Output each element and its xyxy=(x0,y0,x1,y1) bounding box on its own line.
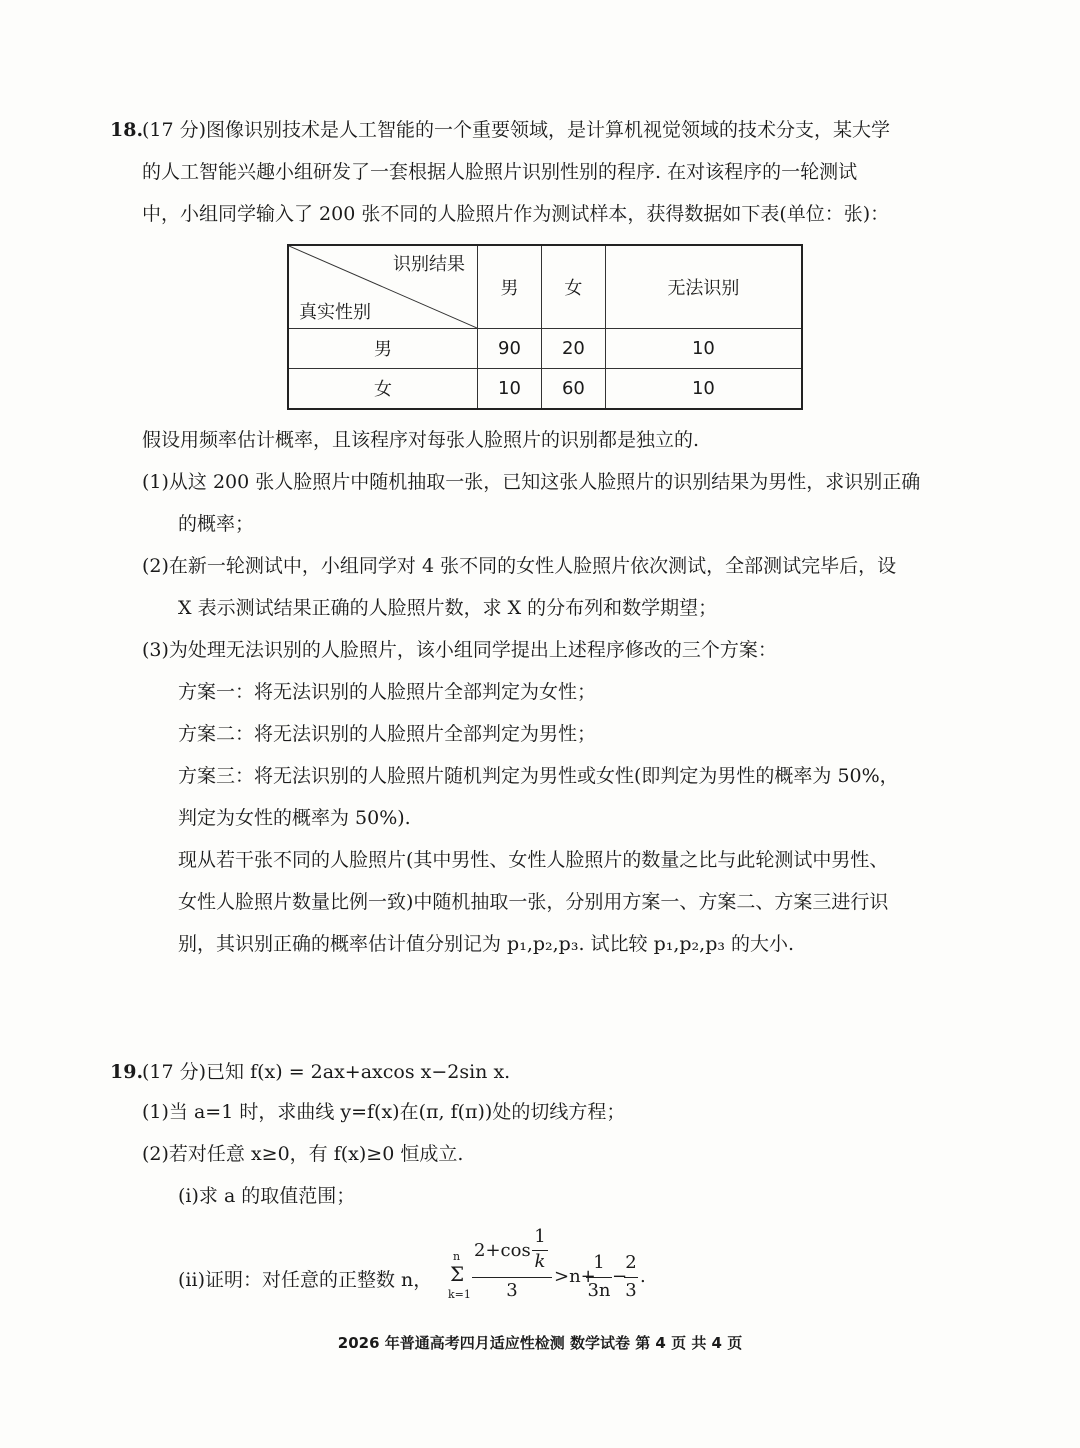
q18-part1-line1: (1)从这 200 张人脸照片中随机抽取一张，已知这张人脸照片的识别结果为男性，求识别正确 xyxy=(142,471,921,493)
cell: 20 xyxy=(541,329,605,369)
table-row xyxy=(288,368,802,409)
sum-symbol: Σ xyxy=(450,1262,465,1286)
q19-part2-ii-prefix: (ii)证明：对任意的正整数 n， xyxy=(178,1269,433,1291)
frac1-numerator: 1 xyxy=(593,1252,605,1273)
cell: 10 xyxy=(605,368,802,409)
main-denominator: 3 xyxy=(506,1280,518,1301)
q18-part2-line1: (2)在新一轮测试中，小组同学对 4 张不同的女性人脸照片依次测试，全部测试完毕后，设 xyxy=(142,555,897,577)
q18-line-3: 中，小组同学输入了 200 张不同的人脸照片作为测试样本，获得数据如下表(单位：张)： xyxy=(142,203,890,225)
row-label: 男 xyxy=(288,329,478,369)
q18-final-line3: 别，其识别正确的概率估计值分别记为 p₁,p₂,p₃. 试比较 p₁,p₂,p₃ 的大小. xyxy=(178,933,795,955)
cell: 10 xyxy=(605,329,802,369)
q19-part2: (2)若对任意 x≥0，有 f(x)≥0 恒成立. xyxy=(142,1143,464,1165)
table-row xyxy=(288,329,802,369)
q18-final-line2: 女性人脸照片数量比例一致)中随机抽取一张，分别用方案一、方案二、方案三进行识 xyxy=(178,891,889,913)
sum-lower-limit: k=1 xyxy=(448,1288,471,1301)
frac1-bar xyxy=(586,1277,612,1278)
plan-two: 方案二：将无法识别的人脸照片全部判定为男性； xyxy=(178,723,597,745)
minus-sign: − xyxy=(612,1266,628,1287)
cell: 60 xyxy=(541,368,605,409)
header-unrecognized: 无法识别 xyxy=(605,245,802,329)
frac2-denominator: 3 xyxy=(625,1280,637,1301)
q19-number: 19. xyxy=(110,1061,144,1083)
q18-line-2: 的人工智能兴趣小组研发了一套根据人脸照片识别性别的程序. 在对该程序的一轮测试 xyxy=(142,161,858,183)
plan-three-line2: 判定为女性的概率为 50%). xyxy=(178,807,411,829)
recognition-table xyxy=(287,244,803,410)
table-header-row xyxy=(288,245,802,329)
sum-upper-limit: n xyxy=(453,1250,461,1263)
q19-intro: (17 分)已知 f(x) = 2ax+axcos x−2sin x. xyxy=(142,1061,511,1083)
q18-final-line1: 现从若干张不同的人脸照片(其中男性、女性人脸照片的数量之比与此轮测试中男性、 xyxy=(178,849,889,871)
corner-top-label: 识别结果 xyxy=(393,254,465,275)
main-fraction-bar xyxy=(472,1277,552,1278)
header-male: 男 xyxy=(478,245,542,329)
q19-part1: (1)当 a=1 时，求曲线 y=f(x)在(π, f(π))处的切线方程； xyxy=(142,1101,626,1123)
assumption: 假设用频率估计概率，且该程序对每张人脸照片的识别都是独立的. xyxy=(142,429,700,451)
cell: 90 xyxy=(478,329,542,369)
inner-numerator: 1 xyxy=(534,1226,546,1247)
q19-part2-i: (i)求 a 的取值范围； xyxy=(178,1185,356,1207)
q18-part3: (3)为处理无法识别的人脸照片，该小组同学提出上述程序修改的三个方案： xyxy=(142,639,777,661)
corner-bottom-label: 真实性别 xyxy=(299,302,371,323)
greater-than-n: >n+ xyxy=(554,1266,596,1287)
inner-denominator: k xyxy=(534,1251,546,1272)
numerator-text: 2+cos xyxy=(474,1240,531,1261)
page-footer: 2026 年普通高考四月适应性检测 数学试卷 第 4 页 共 4 页 xyxy=(337,1334,743,1352)
end-period: . xyxy=(640,1266,646,1287)
cell: 10 xyxy=(478,368,542,409)
plan-one: 方案一：将无法识别的人脸照片全部判定为女性； xyxy=(178,681,597,703)
q18-part1-line2: 的概率； xyxy=(178,513,255,535)
plan-three-line1: 方案三：将无法识别的人脸照片随机判定为男性或女性(即判定为男性的概率为 50%， xyxy=(178,765,899,787)
frac2-numerator: 2 xyxy=(625,1252,637,1273)
row-label: 女 xyxy=(288,368,478,409)
q18-line-1: (17 分)图像识别技术是人工智能的一个重要领域，是计算机视觉领域的技术分支，某大学 xyxy=(142,119,891,141)
header-female: 女 xyxy=(541,245,605,329)
q18-number: 18. xyxy=(110,119,144,141)
q18-part2-line2: X 表示测试结果正确的人脸照片数，求 X 的分布列和数学期望； xyxy=(178,597,718,619)
table-corner-cell xyxy=(288,245,478,329)
frac1-denominator: 3n xyxy=(587,1280,611,1301)
frac2-bar xyxy=(624,1277,638,1278)
